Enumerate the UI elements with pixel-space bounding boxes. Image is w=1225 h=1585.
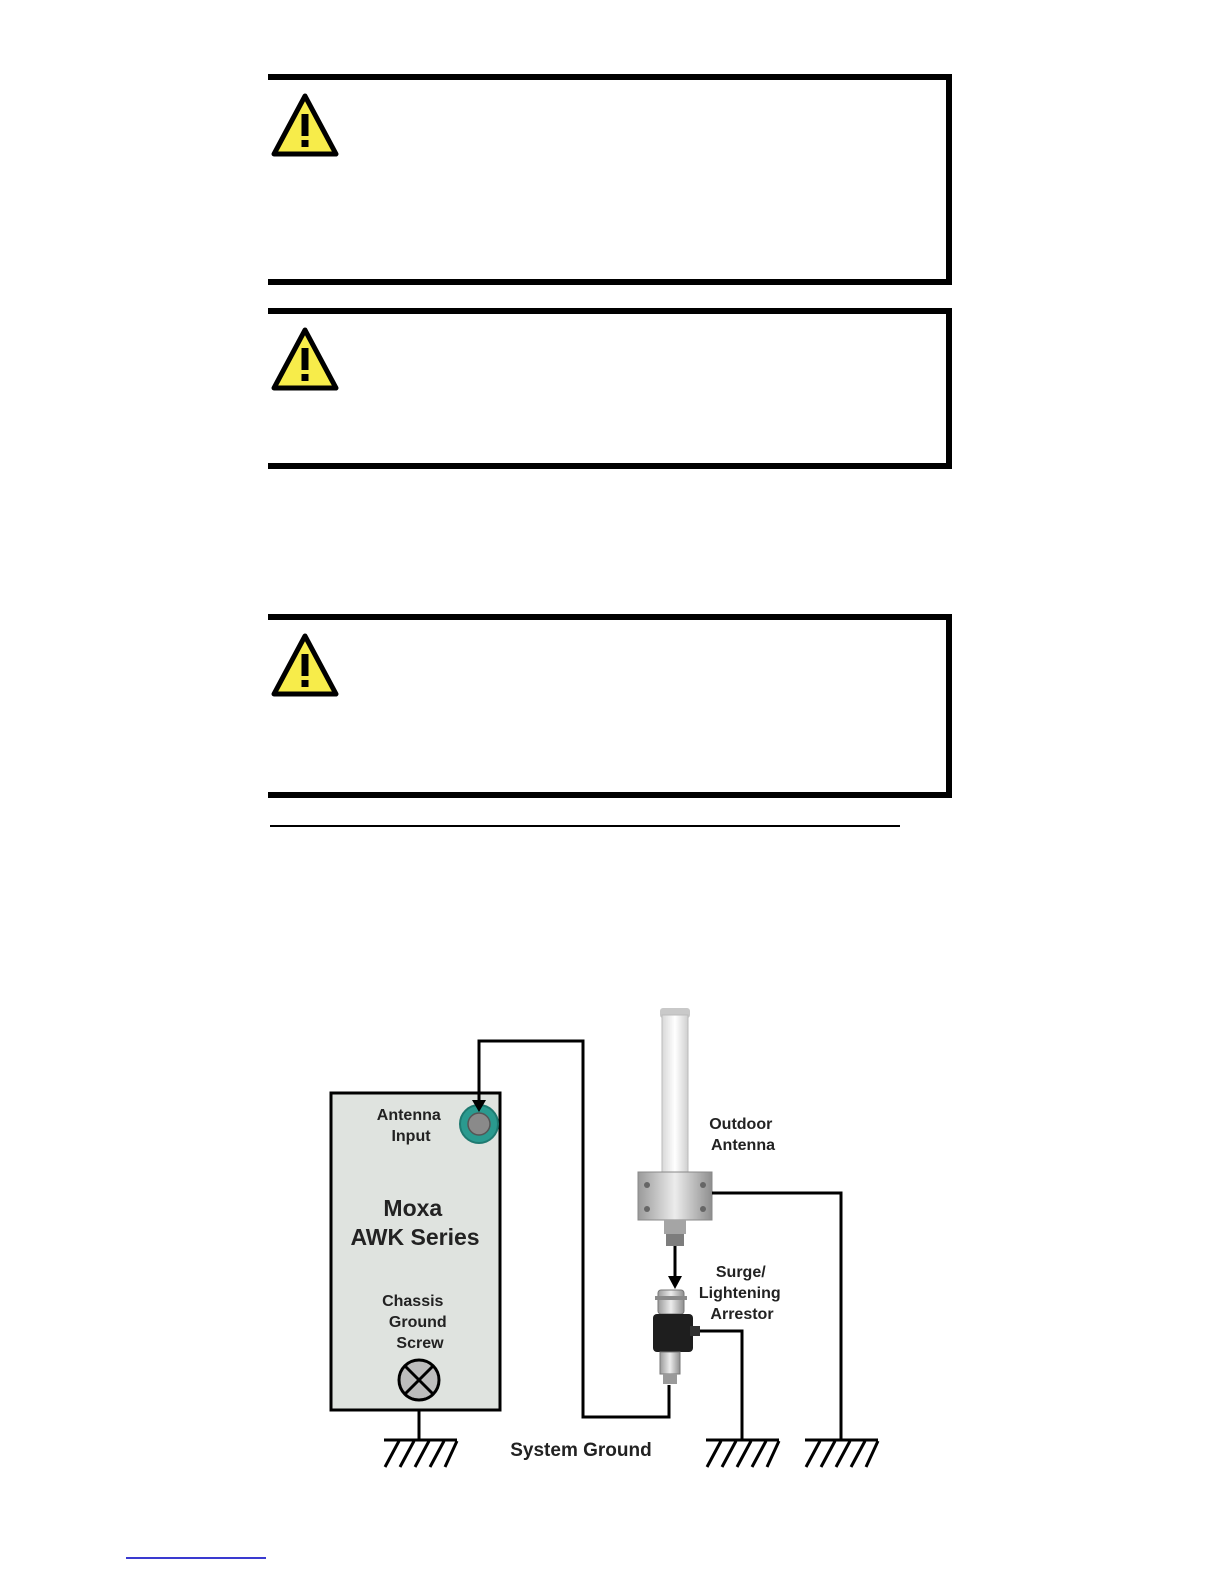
ground-symbol bbox=[384, 1440, 457, 1467]
antenna-cable bbox=[479, 1041, 669, 1417]
surge-arrestor bbox=[653, 1290, 700, 1384]
antenna-input-label: Antenna Input bbox=[376, 1107, 441, 1145]
device-name-label: Moxa AWK Series bbox=[350, 1195, 480, 1250]
arrestor-arrow-icon bbox=[668, 1276, 682, 1289]
ground-symbol bbox=[706, 1440, 779, 1467]
outdoor-antenna bbox=[638, 1008, 712, 1246]
system-ground-label: System Ground bbox=[510, 1440, 652, 1461]
footer-link-underline[interactable] bbox=[126, 1557, 266, 1559]
warning-icon bbox=[270, 632, 340, 698]
warning-box-3 bbox=[268, 614, 952, 798]
chassis-ground-screw-icon bbox=[399, 1360, 439, 1400]
section-divider bbox=[270, 825, 900, 827]
ground-symbol bbox=[805, 1440, 878, 1467]
warning-box-1 bbox=[268, 74, 952, 285]
warning-icon bbox=[270, 92, 340, 158]
outdoor-antenna-label: Outdoor Antenna bbox=[709, 1116, 775, 1154]
chassis-ground-label: Chassis Ground Screw bbox=[382, 1293, 447, 1352]
grounding-diagram bbox=[300, 1000, 900, 1480]
arrestor-label: Surge/ Lightening Arrestor bbox=[698, 1264, 781, 1323]
warning-box-2 bbox=[268, 308, 952, 469]
warning-icon bbox=[270, 326, 340, 392]
